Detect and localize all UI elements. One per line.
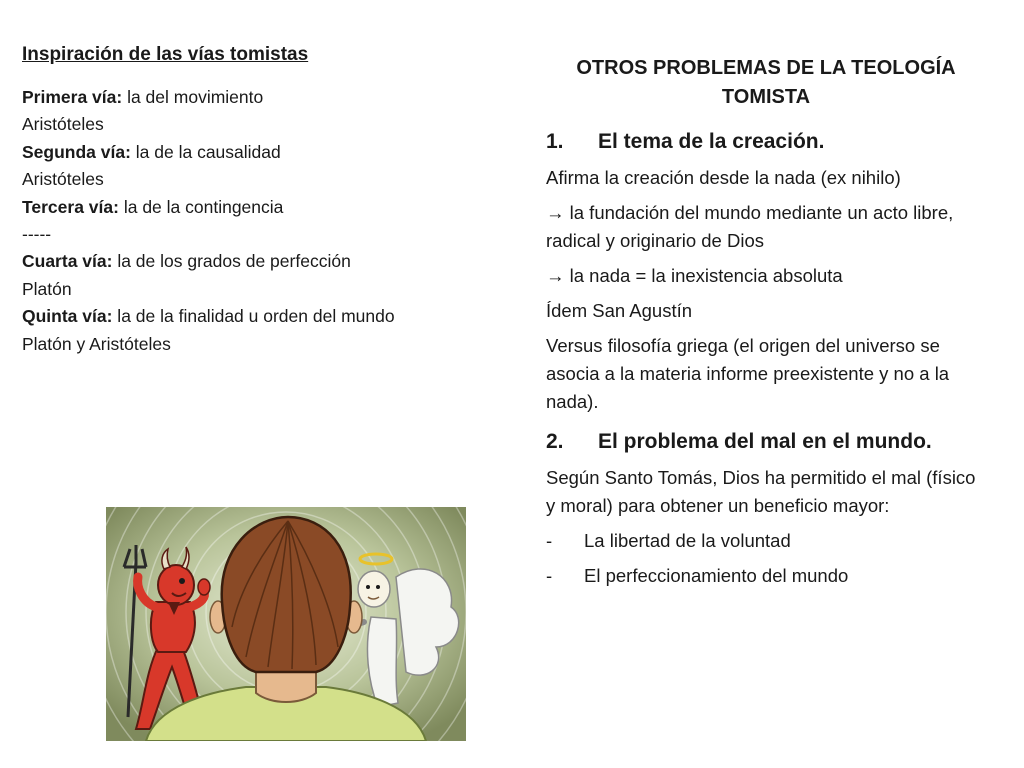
via-line: Aristóteles (22, 114, 104, 135)
via-line: Cuarta vía: la de los grados de perfección (22, 251, 351, 272)
vias-list (22, 84, 492, 358)
via-line: Segunda vía: la de la causalidad (22, 141, 281, 162)
bullet-dash: - (546, 530, 553, 551)
via-line: ----- (22, 224, 52, 245)
angel-devil-illustration (106, 507, 466, 741)
item2-heading-text: El problema del mal en el mundo. (598, 430, 932, 453)
bullet-dash: - (546, 565, 553, 586)
item1-paragraph: Versus filosofía griega (el origen del universo se asocia a la materia informe preexistente y no a la nada). (546, 335, 950, 412)
vias-title: Inspiración de las vías tomistas (22, 44, 309, 65)
via-line: Quinta vía: la de la finalidad u orden del mundo (22, 306, 395, 327)
problems-section (546, 54, 986, 590)
item1-paragraph: Afirma la creación desde la nada (ex nihilo) (546, 167, 901, 188)
item1-number: 1. (546, 130, 564, 153)
problems-title: OTROS PROBLEMAS DE LA TEOLOGÍA TOMISTA (576, 57, 956, 108)
item1-heading (546, 126, 986, 157)
item1-paragraph: → la fundación del mundo mediante un acto libre, radical y originario de Dios (546, 202, 954, 251)
bullet-item (546, 562, 986, 590)
item2-paragraph: Según Santo Tomás, Dios ha permitido el mal (físico y moral) para obtener un beneficio mayor: (546, 467, 976, 516)
via-line: Tercera vía: la de la contingencia (22, 196, 284, 217)
item1-heading-text: El tema de la creación. (598, 130, 825, 153)
bullet-text: La libertad de la voluntad (584, 530, 791, 551)
bullet-text: El perfeccionamiento del mundo (584, 565, 849, 586)
bullet-item (546, 527, 986, 555)
item1-paragraph: → la nada = la inexistencia absoluta (546, 265, 843, 286)
vias-section (22, 44, 492, 358)
item1-paragraph: Ídem San Agustín (546, 300, 693, 321)
via-line: Aristóteles (22, 169, 104, 190)
via-line: Primera vía: la del movimiento (22, 87, 264, 107)
via-line: Platón y Aristóteles (22, 333, 171, 354)
item2-number: 2. (546, 430, 564, 453)
item2-heading (546, 426, 986, 457)
via-line: Platón (22, 278, 72, 299)
